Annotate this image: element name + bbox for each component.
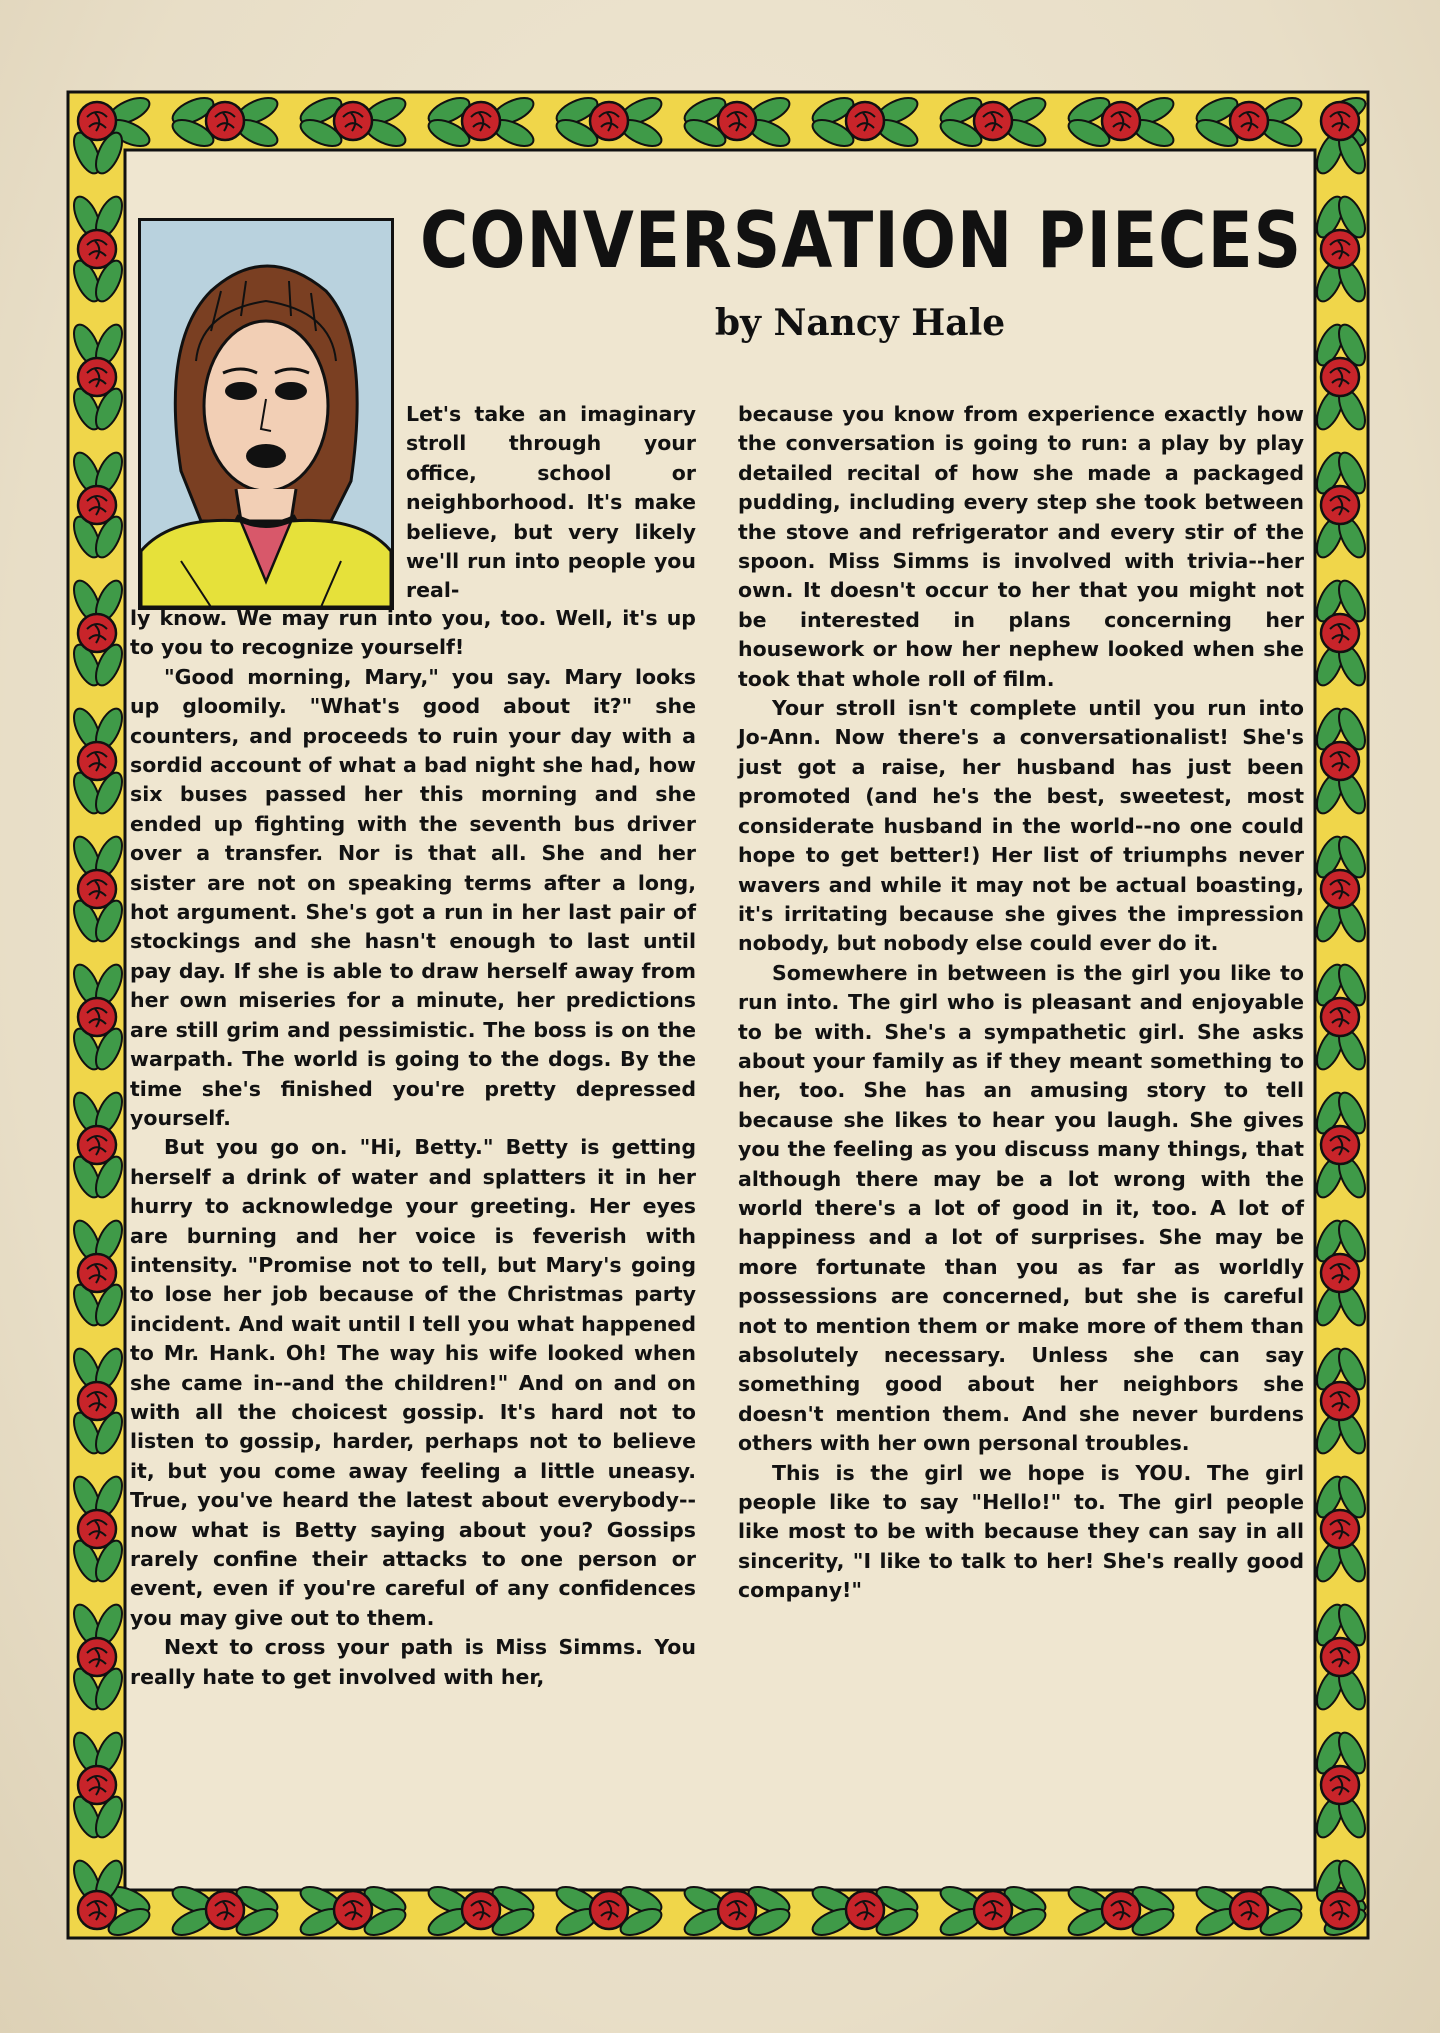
rose-icon [1102,1891,1140,1929]
article-byline: by Nancy Hale [714,302,1006,344]
rose-icon [1321,1510,1359,1548]
rose-icon [1321,102,1359,140]
rose-icon [462,1891,500,1929]
paragraph: ly know. We may run into you, too. Well, it's up to you to recognize yourself! [130,606,696,660]
rose-icon [1321,870,1359,908]
rose-icon [974,102,1012,140]
rose-icon [1321,742,1359,780]
rose-icon [206,1891,244,1929]
rose-icon [78,1126,116,1164]
rose-icon [334,1891,372,1929]
rose-icon [1321,1638,1359,1676]
rose-icon [1230,1891,1268,1929]
rose-icon [1321,1891,1359,1929]
rose-icon [78,1254,116,1292]
rose-icon [78,1510,116,1548]
rose-icon [78,1382,116,1420]
rose-icon [78,230,116,268]
rose-icon [1102,102,1140,140]
rose-icon [1321,1766,1359,1804]
paragraph: Let's take an imaginary stroll through your office, school or neighborhood. It's make believe, but very likely we'll run into people you real- [406,402,696,603]
paragraph: Your stroll isn't complete until you run into Jo-Ann. Now there's a conversationalist! She's just got a raise, her husband has just been promoted (and he's the best, sweetest, most considerate husband in the world--no one could hope to get better!) Her list of triumphs never wavers and while it may not be actual boasting, it's irritating because she gives the impression nobody, but nobody else could ever do it. [738,696,1304,956]
portrait-illustration [138,218,394,610]
rose-icon [590,102,628,140]
rose-icon [846,1891,884,1929]
rose-icon [78,1891,116,1929]
paragraph: Next to cross your path is Miss Simms. You really hate to get involved with her, [130,1635,696,1689]
rose-icon [590,1891,628,1929]
rose-icon [78,102,116,140]
rose-icon [78,358,116,396]
rose-icon [78,870,116,908]
rose-icon [78,998,116,1036]
rose-icon [206,102,244,140]
rose-icon [1230,102,1268,140]
rose-icon [78,614,116,652]
rose-icon [78,486,116,524]
rose-icon [334,102,372,140]
rose-icon [974,1891,1012,1929]
rose-icon [78,1766,116,1804]
article-column-right [738,400,1304,1606]
article-title: CONVERSATION PIECES [420,195,1303,286]
rose-icon [718,102,756,140]
rose-icon [78,1638,116,1676]
rose-icon [1321,1254,1359,1292]
rose-icon [1321,486,1359,524]
paragraph: Somewhere in between is the girl you like to run into. The girl who is pleasant and enjoyable to be with. She's a sympathetic girl. She asks about your family as if they meant something to her, too. She has an amusing story to tell because she likes to hear you laugh. She gives you the feeling as you discuss many things, that although there may be a lot wrong with the world there's a lot of good in it, too. A lot of happiness and a lot of surprises. She may be more fortunate than you as far as worldly possessions are concerned, but she is careful not to mention them or make more of them than absolutely necessary. Unless she can say something good about her neighbors she doesn't mention them. And she never burdens others with her own personal troubles. [738,960,1304,1456]
rose-icon [78,742,116,780]
rose-icon [1321,230,1359,268]
rose-icon [718,1891,756,1929]
paragraph: But you go on. "Hi, Betty." Betty is getting herself a drink of water and splatters it in her hurry to acknowledge your greeting. Her eyes are burning and her voice is feverish with intensity. "Promise not to tell, but Mary's going to lose her job because of the Christmas party incident. And wait until I tell you what happened to Mr. Hank. Oh! The way his wife looked when she came in--and the children!" And on and on with all the choicest gossip. It's hard not to listen to gossip, harder, perhaps not to believe it, but you come away feeling a little uneasy. True, you've heard the latest about everybody--now what is Betty saying about you? Gossips rarely confine their attacks to one person or event, even if you're careful of any confidences you may give out to them. [130,1135,696,1630]
rose-icon [462,102,500,140]
article-column-left [130,604,696,1692]
rose-icon [1321,1126,1359,1164]
article-intro [406,400,696,606]
rose-icon [1321,614,1359,652]
rose-icon [1321,998,1359,1036]
paragraph: because you know from experience exactly how the conversation is going to run: a play by play detailed recital of how she made a packaged pudding, including every step she took between the stove and refrigerator and every stir of the spoon. Miss Simms is involved with trivia--her own. It doesn't occur to her that you might not be interested in plans concerning her housework or how her nephew looked when she took that whole roll of film. [738,402,1304,691]
paragraph: "Good morning, Mary," you say. Mary looks up gloomily. "What's good about it?" she counters, and proceeds to ruin your day with a sordid account of what a bad night she had, how six buses passed her this morning and she ended up fighting with the seventh bus driver over a transfer. Nor is that all. She and her sister are not on speaking terms after a long, hot argument. She's got a run in her last pair of stockings and she hasn't enough to last until pay day. If she is able to draw herself away from her own miseries for a minute, her predictions are still grim and pessimistic. The boss is on the warpath. The world is going to the dogs. By the time she's finished you're pretty depressed yourself. [130,664,696,1130]
rose-icon [846,102,884,140]
rose-icon [1321,1382,1359,1420]
rose-icon [1321,358,1359,396]
paragraph: This is the girl we hope is YOU. The girl people like to say "Hello!" to. The girl people like most to be with because they can say in all sincerity, "I like to talk to her! She's really good company!" [738,1460,1304,1603]
